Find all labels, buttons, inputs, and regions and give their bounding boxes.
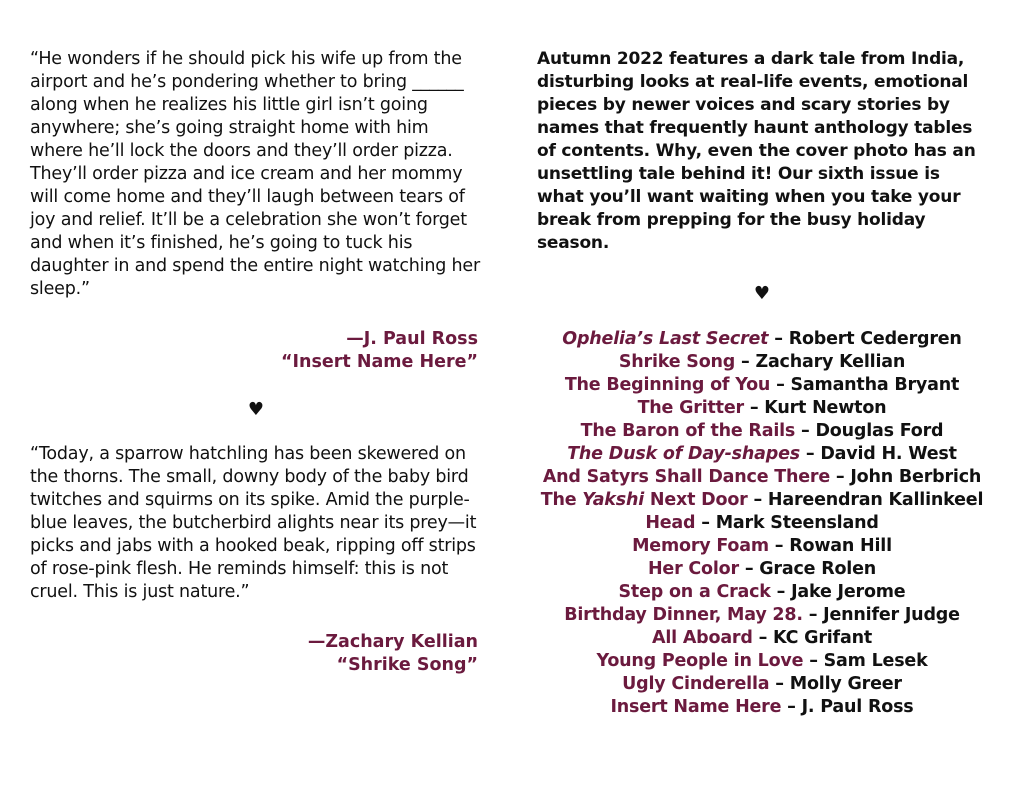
right-column — [537, 48, 987, 719]
toc-story-title: The Beginning of You — [564, 375, 771, 395]
toc-separator: – — [752, 628, 774, 648]
attribution-author: —J. Paul Ross — [346, 329, 478, 349]
heart-divider-icon: ♥ — [247, 399, 265, 420]
toc-separator: – — [830, 467, 851, 487]
toc-separator: – — [768, 536, 790, 556]
toc-story-title: Shrike Song — [618, 352, 736, 372]
toc-separator: – — [695, 513, 716, 533]
toc-story-title: Ophelia’s Last Secret — [562, 329, 769, 349]
toc-author: Rowan Hill — [789, 536, 892, 556]
toc-story-title: Head — [645, 513, 696, 533]
toc-story-title: Ugly Cinderella — [622, 674, 770, 694]
toc-story-title: Memory Foam — [632, 536, 769, 556]
attribution-story-title: “Insert Name Here” — [280, 352, 478, 372]
toc-story-title: Young People in Love — [596, 651, 804, 671]
toc-story-title: Her Color — [647, 559, 739, 579]
toc-author: Samantha Bryant — [790, 375, 960, 395]
toc-entry — [537, 351, 987, 374]
issue-intro: Autumn 2022 features a dark tale from India, disturbing looks at real-life events, emotional pieces by newer voices and scary stories by names that frequently haunt anthology tables of contents. Why, even the cover photo has an unsettling tale behind it! Our sixth issue is what you’ll want waiting when you take your break from prepping for the busy holiday season. — [537, 49, 976, 253]
toc-title-part: The — [540, 490, 583, 510]
toc-story-title: And Satyrs Shall Dance There — [542, 467, 831, 487]
toc-author: David H. West — [820, 444, 957, 464]
toc-entry — [537, 650, 987, 673]
excerpt-quote-shrike-song: “Today, a sparrow hatchling has been skewered on the thorns. The small, downy body of the baby bird twitches and squirms on its spike. Amid the purple-blue leaves, the butcherbird alights near its prey—it picks and jabs with a hooked beak, ripping off strips of rose-pink flesh. He reminds himself: this is not cruel. This is just nature.” — [30, 444, 477, 602]
toc-entry — [537, 489, 987, 512]
toc-separator: – — [770, 582, 792, 602]
toc-separator: – — [738, 559, 760, 579]
toc-author: KC Grifant — [773, 628, 872, 648]
toc-story-title: The Baron of the Rails — [580, 421, 796, 441]
toc-separator: – — [781, 697, 802, 717]
toc-separator: – — [795, 421, 816, 441]
toc-author: Sam Lesek — [823, 651, 928, 671]
toc-author: J. Paul Ross — [801, 697, 914, 717]
toc-entry — [537, 420, 987, 443]
attribution-story-title: “Shrike Song” — [336, 655, 478, 675]
heart-divider-icon: ♥ — [753, 283, 771, 304]
toc-separator: – — [743, 398, 765, 418]
toc-entry — [537, 581, 987, 604]
toc-author: Jake Jerome — [791, 582, 906, 602]
toc-story-title: The Dusk of Day-shapes — [567, 444, 800, 464]
toc-author: Grace Rolen — [759, 559, 877, 579]
toc-entry — [537, 328, 987, 351]
toc-author: Mark Steensland — [715, 513, 879, 533]
toc-entry — [537, 604, 987, 627]
toc-separator: – — [769, 674, 790, 694]
toc-separator: – — [747, 490, 768, 510]
toc-separator: – — [799, 444, 821, 464]
toc-author: Molly Greer — [789, 674, 902, 694]
toc-entry — [537, 673, 987, 696]
toc-separator: – — [735, 352, 756, 372]
table-of-contents — [537, 328, 987, 719]
toc-entry — [537, 374, 987, 397]
toc-separator: – — [768, 329, 789, 349]
toc-entry — [537, 558, 987, 581]
toc-entry — [537, 627, 987, 650]
attribution-author: —Zachary Kellian — [307, 632, 478, 652]
toc-story-title: Insert Name Here — [610, 697, 782, 717]
toc-story-title — [541, 490, 748, 510]
toc-author: John Berbrich — [850, 467, 982, 487]
toc-author: Robert Cedergren — [788, 329, 962, 349]
toc-author: Zachary Kellian — [755, 352, 906, 372]
toc-entry — [537, 466, 987, 489]
toc-author: Jennifer Judge — [823, 605, 960, 625]
toc-story-title: Step on a Crack — [618, 582, 771, 602]
toc-entry — [537, 696, 987, 719]
toc-story-title: All Aboard — [652, 628, 753, 648]
toc-entry — [537, 535, 987, 558]
excerpt-attribution-2 — [30, 631, 482, 677]
left-column — [30, 48, 482, 677]
toc-author: Kurt Newton — [764, 398, 887, 418]
toc-separator: – — [803, 651, 824, 671]
toc-story-title: Birthday Dinner, May 28. — [564, 605, 803, 625]
toc-story-title: The Gritter — [637, 398, 744, 418]
toc-entry — [537, 512, 987, 535]
excerpt-attribution-1 — [30, 328, 482, 374]
toc-author: Douglas Ford — [815, 421, 944, 441]
toc-separator: – — [770, 375, 791, 395]
toc-title-part: Next Door — [644, 490, 748, 510]
toc-entry — [537, 397, 987, 420]
toc-title-part: Yakshi — [582, 490, 645, 510]
excerpt-quote-insert-name-here: “He wonders if he should pick his wife up from the airport and he’s pondering whether to bring ______ along when he realizes his little girl isn’t going anywhere; she’s going straight home with him where he’ll lock the doors and they’ll order pizza. They’ll order pizza and ice cream and her mommy will come home and they’ll laugh between tears of joy and relief. It’ll be a celebration she won’t forget and when it’s finished, he’s going to tuck his daughter in and spend the entire night watching her sleep.” — [30, 49, 480, 299]
toc-separator: – — [802, 605, 824, 625]
toc-author: Hareendran Kallinkeel — [767, 490, 984, 510]
toc-entry — [537, 443, 987, 466]
